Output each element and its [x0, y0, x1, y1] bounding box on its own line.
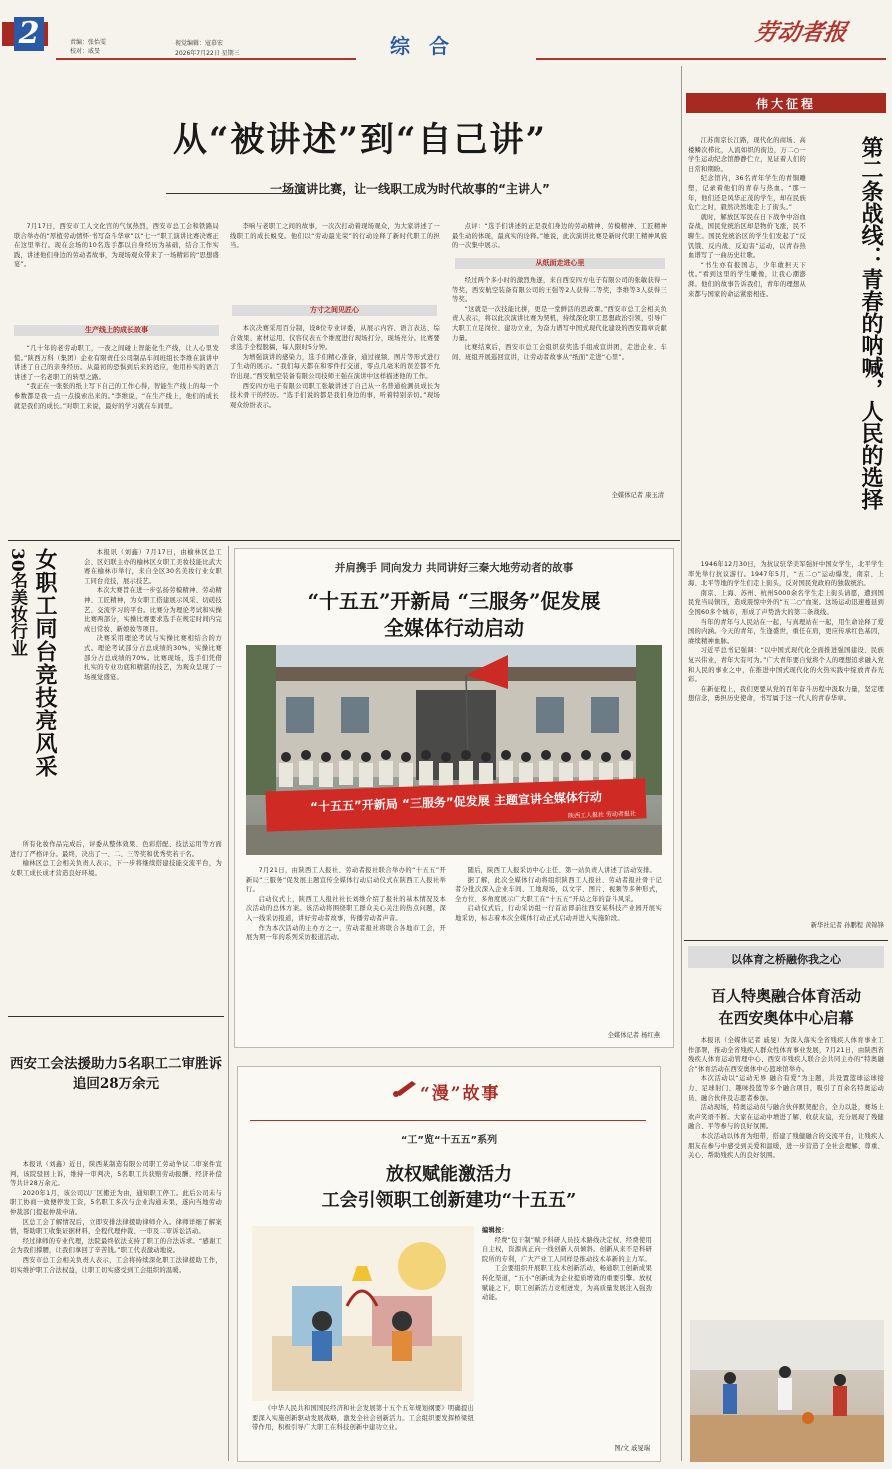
editor-line-2: 校对：戚旻 [70, 48, 101, 55]
center-feature-title-2: 全媒体行动启动 [384, 616, 524, 640]
paragraph: 当年的青年与人民站在一起，与真理站在一起，用生命诠释了爱国的内涵。今天的青年，生逢盛世，重任在肩，更应传承红色基因，赓续精神血脉。 [688, 618, 884, 645]
paragraph: 活动现场，特奥运动员与融合伙伴默契配合，全力以赴，赛场上欢声笑语不断。大家在运动中增进了解、收获友谊，充分展现了残健融合、平等参与的良好氛围。 [688, 1104, 884, 1131]
section-name: 综 合 [390, 34, 455, 58]
paragraph: 2020年1月，该公司以厂区搬迁为由，通知职工停工。此后公司未与职工协商一致便停发工资，5名职工多次与企业沟通未果，遂向当地劳动仲裁部门提起仲裁申请。 [10, 1189, 222, 1216]
vertical-feature-body-2 [10, 840, 222, 1002]
paragraph: 西安四方电子有限公司职工张敏讲述了自己从一名普通检测员成长为技术骨干的经历。“选手们说的都是我们身边的事，听着特别亲切。”现场观众纷纷表示。 [230, 382, 440, 409]
vertical-feature-subtitle: 30名美妆行业 [7, 548, 27, 657]
manhua-series: “工”览“十五五”系列 [400, 1135, 498, 1146]
subheading-craftsmanship: 方寸之间见匠心 [232, 305, 437, 316]
col-divider-left [228, 546, 229, 1461]
paragraph: 比赛结束后，西安市总工会组织获奖选手组成宣讲团，走进企业、车间、班组开展巡回宣讲，让劳动者故事从“纸面”走进“心里”。 [452, 344, 667, 361]
cartoon-caption [252, 1404, 474, 1456]
center-col-1 [246, 866, 446, 1021]
paragraph: 本报讯（刘鑫）7月17日，由榆林区总工会、区妇联主办的榆林区女职工美妆技能比武大赛在榆林市举行，来自全区30名美妆行业女职工同台竞技，展示技艺。 [84, 549, 222, 585]
subheading-production-line: 生产线上的成长故事 [14, 325, 219, 336]
sports-body [688, 1036, 884, 1312]
manhua-title-2: 工会引领职工创新建功“十五五” [321, 1190, 577, 1211]
center-feature-title-1: “十五五”开新局 “三服务”促发展 [307, 589, 601, 613]
sports-title-1: 百人特奥融合体育活动 [710, 987, 861, 1005]
issue-date: 2026年7月22日 星期三 [175, 50, 240, 57]
page-header [0, 0, 892, 62]
main-headline: 从“被讲述”到“自己讲” [172, 120, 548, 160]
paragraph: 区总工会了解情况后，立即安排法律援助律师介入。律师详细了解案情，帮助职工收集证据材料，全程代理仲裁、一审及二审诉讼活动。 [10, 1218, 222, 1236]
paragraph: 本次活动以“运动无界 融合有爱”为主题，共设置篮球运球接力、足球射门、趣味投篮等多个融合项目，吸引了百余名特奥运动员、融合伙伴及志愿者参加。 [688, 1075, 884, 1102]
paragraph: 7月17日，西安市工人文化宫的气氛热烈，西安市总工会和铁路局联合举办的“厚植劳动情怀·书写奋斗华章”以“七一”职工演讲比赛决赛正在这里举行。现在会场的10名选手都以自身经历为基础，结合工作实践，讲述他们身边的劳动者故事，为现场观众带来了一场精彩的“思想盛宴”。 [14, 223, 219, 269]
divider-sidebar [684, 940, 888, 941]
manhua-credit: 图/文 戚旻瑞 [614, 1445, 650, 1452]
paragraph: 点评：“选手们讲述的正是我们身边的劳动精神、劳模精神、工匠精神最生动的体现，最真实的诠释。”她说，此次演讲比赛是新时代职工精神风貌的一次集中展示。 [452, 223, 667, 250]
paragraph: 本报讯（全媒体记者 戚旻）为深入落实全省残疾人体育事业工作部署，推动全省残疾人群众性体育事业发展，7月21日，由陕西省残疾人体育运动管理中心、西安市残疾人联合会共同主办的“特奥融合”体育活动在西安奥体中心篮球馆举办。 [688, 1037, 884, 1073]
sidebar-vertical-title: 第二条战线：青春的呐喊，人民的选择 [858, 136, 884, 510]
paragraph: “书生亦有报国志，少年敢担天下忧。”看到这里的学生雕像，让我心潮澎湃。他们的故事告诉我们，青年的理想从来都与国家的命运紧密相连。 [688, 261, 806, 298]
paragraph: 经过两个多小时的激烈角逐，来自西安四方电子有限公司的张敏获得一等奖，西安航空装备有限公司的王强等2人获得二等奖，李维等3人获得三等奖。 [452, 277, 667, 304]
vertical-feature-title: 女职工同台竞技亮风采 [32, 548, 58, 778]
paragraph: 工会要组织开展职工技术创新活动，畅通职工创新成果转化渠道，“五小”创新成为企业提质增效的重要引擎。放权赋能之下，职工创新活力竞相迸发，为高质量发展注入强劲动能。 [482, 1265, 652, 1302]
header-rule-right [536, 58, 886, 60]
header-rule-left [56, 58, 356, 60]
sports-photo [690, 1320, 884, 1462]
sidebar-label: 伟大征程 [755, 97, 816, 111]
paragraph: “我正在一张张的纸上写下自己的工作心得，智能生产线上的每一个参数都是我一点一点摸索出来的。”李维说，“在生产线上，他们的成长就是我们的成长。”对职工来说，最好的学习就在车间里。 [14, 383, 219, 410]
sidebar-col-top [688, 136, 806, 556]
col-divider-right [681, 66, 682, 1461]
legal-title-1: 西安工会法援助力5名职工二审胜诉 [10, 1056, 222, 1072]
main-col-2 [230, 222, 440, 302]
cartoon-scene [252, 1226, 474, 1401]
editor-credits [70, 38, 106, 56]
paragraph: 本次大赛旨在进一步弘扬劳模精神、劳动精神、工匠精神，为女职工搭建展示风采、切磋技艺、交流学习的平台。比赛分为理论考试和实操比赛两部分，实操比赛要求选手在规定时间内完成日常妆、新娘妆等项目。 [84, 587, 222, 633]
main-col-3 [452, 222, 667, 258]
sidebar-col-bottom [688, 560, 884, 910]
sidebar-credit: 新华社记者 孙鹏程 黄锦锋 [810, 922, 884, 929]
paragraph: 榆林区总工会相关负责人表示，下一步将继续搭建技能交流平台，为女职工成长成才营造良好环境。 [10, 860, 222, 877]
paragraph: 西安市总工会相关负责人表示，工会将持续深化职工法律援助工作，切实维护职工合法权益，让职工切实感受到工会组织的温暖。 [10, 1256, 222, 1274]
center-col-2 [455, 866, 662, 1021]
paragraph: 作为本次活动的主办方之一，劳动者报社将联合各地市工会，开展为期一年的系列采访报道活动。 [246, 924, 446, 942]
editor-note-label: 编辑按： [482, 1227, 508, 1234]
paragraph: 为增强演讲的感染力，选手们精心准备，通过视频、图片等形式进行了生动的展示。“我们每天都在和零件打交道，零点几毫米的误差都不允许出现。”西安航空装备有限公司技师王强在演讲中这样描述他的工作。 [230, 353, 440, 380]
paragraph: 习近平总书记强调：“以中国式现代化全面推进强国建设、民族复兴伟业，青年大有可为。”广大青年要自觉将个人的理想追求融入党和人民的事业之中，在推进中国式现代化的火热实践中绽放青春光彩。 [688, 647, 884, 684]
divider-main-bottom [8, 540, 680, 541]
editor-line-1: 责编：张怡雯 [70, 39, 107, 46]
paper-logo: 劳动者报 [752, 19, 849, 46]
main-credit: 全媒体记者 康玉清 [611, 492, 664, 499]
manhua-column-label: “漫”故事 [420, 1084, 501, 1104]
main-col-1b [14, 344, 219, 539]
main-col-1 [14, 222, 219, 316]
paragraph: “几十年的老劳动职工，一夜之间碰上智能化生产线，让人心里发慌。”陕西万科（集团）企业有限责任公司制品车间班组长李维在演讲中讲述了自己的亲身经历。从最初的恐惧到后来的适应，他用朴实的语言讲述了一名老职工的转型之路。 [14, 345, 219, 381]
paragraph: 启动仪式上，陕西工人报社社长刘维介绍了报社的基本情况及本次活动的总体方案。该活动将围绕职工群众关心关注的热点问题，深入一线采访报道，讲好劳动者故事，传播劳动者声音。 [246, 895, 446, 922]
paragraph: 所有化妆作品完成后，评委从整体效果、色彩搭配、技法运用等方面进行了严格评分。最终，决出了一、二、三等奖和优秀奖若干名。 [10, 841, 222, 858]
paragraph: 决赛采用理论考试与实操比赛相结合的方式。理论考试部分占总成绩的30%，实操比赛部分占总成绩的70%。比赛现场，选手们凭借扎实的专业功底和精湛的技艺，为观众呈现了一场视觉盛宴。 [84, 635, 222, 681]
photo-banner-text: “十五五”开新局 “三服务”促发展 主题宣讲全媒体行动 [309, 789, 603, 815]
page-number: 2 [18, 16, 40, 51]
paragraph: “这就是一次技能比拼，更是一堂鲜活的思政课。”西安市总工会相关负责人表示，将以此次演讲比赛为契机，持续深化职工思想政治引领，引导广大职工立足岗位、建功立业，为奋力谱写中国式现代化建设的西安篇章贡献力量。 [452, 305, 667, 342]
paragraph: 在新征程上，我们更要从党的百年奋斗历程中汲取力量，坚定理想信念，勇担历史使命，书写属于这一代人的青春华章。 [688, 685, 884, 703]
manhua-title-1: 放权赋能激活力 [386, 1164, 512, 1185]
paragraph: 7月21日，由陕西工人报社、劳动者报社联合举办的“十五五”开新局“三服务”促发展主题宣传全媒体行动启动仪式在陕西工人报社举行。 [246, 867, 446, 894]
paragraph: 经费“包干制”赋予科研人员技术路线决定权、经费使用自主权，资源真正向一线创新人员倾斜。创新从来不是科研院所的专利，广大产业工人同样是推动技术革新的主力军。 [482, 1236, 652, 1263]
manhua-body [482, 1226, 652, 1438]
sports-photo-scene [690, 1320, 884, 1462]
paragraph: 据了解，此次全媒体行动将组织陕西工人报社、劳动者报社骨干记者分批次深入企业车间、工地现场，以文字、图片、视频等多种形式，全方位、多角度展示广大职工在“十五五”开局之年的奋斗风采。 [455, 876, 662, 903]
brush-icon [392, 1078, 418, 1098]
sports-banner: 以体育之桥融你我之心 [731, 953, 841, 966]
page-number-badge [14, 17, 44, 51]
divider-left-1 [8, 1016, 224, 1017]
paragraph: 本次决赛采用百分制，设8位专业评委，从展示内容、语言表达、综合效果、素材运用、仪容仪表五个维度进行现场打分，现场亮分。比赛要求选手全程脱稿，每人限时5分钟。 [230, 325, 440, 352]
sports-title-2: 在西安奥体中心启幕 [718, 1009, 854, 1027]
brush-icon-svg [392, 1078, 418, 1098]
legal-title-2: 追回28万余元 [72, 1076, 160, 1092]
paragraph: 南京、上海、苏州、杭州5000余名学生走上街头请愿，遭到国民党当局镇压，造成震惊中外的“五二○”血案。这场运动迅速蔓延到全国60多个城市，形成了声势浩大的第二条战线。 [688, 589, 884, 616]
paragraph: 就时，解放区军民在日下战争中浴血奋战，国民党统治区却是物价飞涨，民不聊生。国民党统治区的学生们发起了“反饥饿、反内战、反迫害”运动，以青春热血谱写了一曲历史壮歌。 [688, 213, 806, 260]
subheading-paper-to-heart: 从纸面走进心里 [455, 258, 665, 269]
paragraph: 纪念馆内，36名青年学生的青铜雕塑，记录着他们的青春与热血。“那一年，他们还是风华正茂的学生，却在民族危亡之时，毅然决然地走上了街头。” [688, 175, 806, 212]
paragraph: 李响与老职工之间的故事，一次次打动着现场观众，为大家讲述了一线职工的成长蜕变。他们以“劳动最光荣”的行动诠释了新时代职工的担当。 [230, 223, 440, 250]
vertical-feature-body [84, 548, 222, 838]
main-subtitle: 一场演讲比赛，让一线职工成为时代故事的“主讲人” [270, 182, 550, 196]
center-feature-banner: 并肩携手 同向发力 共同讲好三秦大地劳动者的故事 [334, 562, 574, 574]
photo-banner-small: 陕西工人报社 劳动者报社 [567, 810, 637, 820]
cartoon-illustration [252, 1226, 474, 1401]
paragraph: 经过律师的专业代理，法院最终依法支持了职工的合法诉求。“感谢工会为我们撑腰，让我们拿回了辛苦钱。”职工代表激动地说。 [10, 1237, 222, 1255]
group-photo [246, 645, 662, 855]
paragraph: 本次活动以体育为纽带，搭建了残健融合的交流平台，让残疾人朋友在参与中感受到关爱和温暖，进一步营造了全社会理解、尊重、关心、帮助残疾人的良好氛围。 [688, 1132, 884, 1160]
main-col-2b [230, 324, 440, 539]
paragraph: 1946年12月30日，为抗议驻华美军强奸中国女学生，北平学生率先举行抗议游行。1947年5月，“五二○”运动爆发，南京、上海、北平等地的学生们走上街头，反对国民党政府的独裁统治。 [688, 561, 884, 588]
center-credit: 全媒体记者 杨红燕 [607, 1032, 660, 1039]
paragraph: 本报讯（刘鑫）近日，陕西某制造有限公司职工劳动争议二审案件宣判，该院驳回上诉，维持一审判决，5名职工共获赔劳动报酬、经济补偿等共计28万余元。 [10, 1161, 222, 1188]
paragraph: 启动仪式后，行动采访组一行首站即前往西安某科技产业园开展实地采访，标志着本次全媒体行动正式启动并进入实施阶段。 [455, 905, 662, 922]
vision-editor: 视觉编辑：寇慕宏 [175, 40, 224, 47]
paragraph: 随后，陕西工人报采访中心主任、第一站负责人讲述了活动安排。 [467, 867, 657, 874]
manhua-label-rule [250, 1120, 646, 1121]
paragraph: 江苏南京长江路，现代化的商场、高楼鳞次栉比，人流如织的街边，万二○一学生运动纪念馆静静伫立，见证着人们的日常和期盼。 [688, 137, 806, 173]
paragraph: 《中华人民共和国国民经济和社会发展第十五个五年规划纲要》明确提出要深入实施创新驱动发展战略，激发全社会创新活力。工会组织要发挥桥梁纽带作用，积极引导广大职工在科技创新中建功立业。 [252, 1405, 474, 1432]
legal-body [10, 1160, 222, 1460]
main-col-3b [452, 276, 667, 486]
